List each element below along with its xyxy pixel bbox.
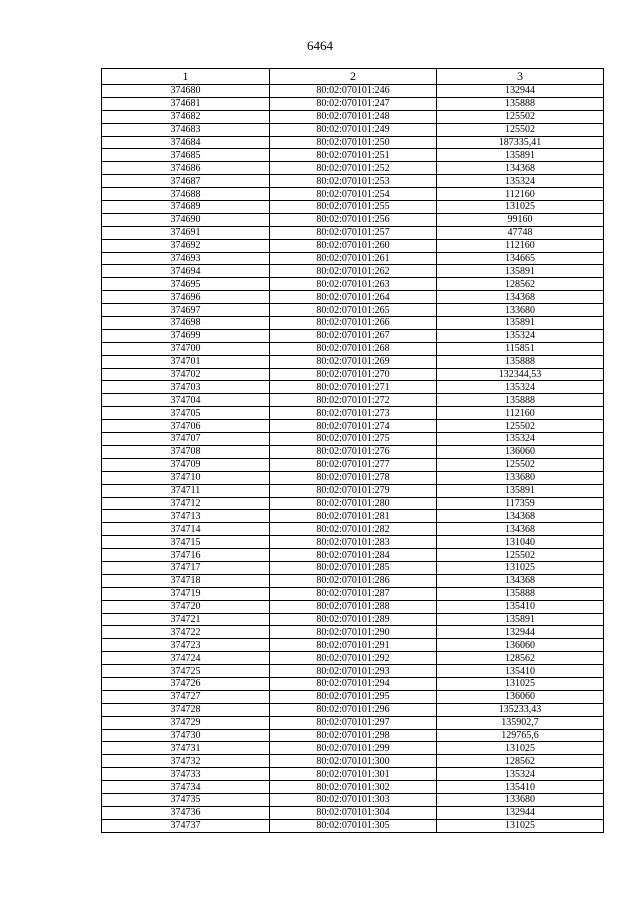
value-cell: 135233,43 <box>437 703 604 716</box>
cadastral-number-cell: 80:02:070101:296 <box>270 703 437 716</box>
table-row <box>102 317 604 330</box>
table-row <box>102 278 604 291</box>
row-number-cell: 374718 <box>102 574 270 587</box>
table-row <box>102 420 604 433</box>
cadastral-number-cell: 80:02:070101:303 <box>270 793 437 806</box>
cadastral-number-cell: 80:02:070101:297 <box>270 716 437 729</box>
cadastral-number-cell: 80:02:070101:273 <box>270 407 437 420</box>
row-number-cell: 374722 <box>102 626 270 639</box>
value-cell: 131040 <box>437 536 604 549</box>
value-cell: 125502 <box>437 549 604 562</box>
table-row <box>102 793 604 806</box>
row-number-cell: 374689 <box>102 201 270 214</box>
cadastral-number-cell: 80:02:070101:282 <box>270 523 437 536</box>
table-row <box>102 304 604 317</box>
value-cell: 112160 <box>437 188 604 201</box>
row-number-cell: 374729 <box>102 716 270 729</box>
row-number-cell: 374731 <box>102 742 270 755</box>
value-cell: 135324 <box>437 175 604 188</box>
table-row <box>102 355 604 368</box>
table-row <box>102 510 604 523</box>
table-row <box>102 136 604 149</box>
cadastral-number-cell: 80:02:070101:260 <box>270 239 437 252</box>
table-row <box>102 110 604 123</box>
table-row <box>102 497 604 510</box>
table-row <box>102 768 604 781</box>
row-number-cell: 374705 <box>102 407 270 420</box>
cadastral-number-cell: 80:02:070101:262 <box>270 265 437 278</box>
value-cell: 131025 <box>437 201 604 214</box>
table-row <box>102 652 604 665</box>
row-number-cell: 374711 <box>102 484 270 497</box>
cadastral-number-cell: 80:02:070101:301 <box>270 768 437 781</box>
cadastral-number-cell: 80:02:070101:263 <box>270 278 437 291</box>
cadastral-number-cell: 80:02:070101:261 <box>270 252 437 265</box>
cadastral-number-cell: 80:02:070101:264 <box>270 291 437 304</box>
row-number-cell: 374714 <box>102 523 270 536</box>
table-row <box>102 458 604 471</box>
value-cell: 47748 <box>437 226 604 239</box>
row-number-cell: 374684 <box>102 136 270 149</box>
cadastral-number-cell: 80:02:070101:291 <box>270 639 437 652</box>
cadastral-number-cell: 80:02:070101:289 <box>270 613 437 626</box>
value-cell: 132344,53 <box>437 368 604 381</box>
cadastral-number-cell: 80:02:070101:256 <box>270 213 437 226</box>
cadastral-number-cell: 80:02:070101:250 <box>270 136 437 149</box>
value-cell: 112160 <box>437 407 604 420</box>
table-row <box>102 600 604 613</box>
value-cell: 135410 <box>437 600 604 613</box>
table-row <box>102 613 604 626</box>
value-cell: 134368 <box>437 510 604 523</box>
table-row <box>102 407 604 420</box>
table-row <box>102 175 604 188</box>
value-cell: 125502 <box>437 420 604 433</box>
value-cell: 125502 <box>437 110 604 123</box>
cadastral-number-cell: 80:02:070101:253 <box>270 175 437 188</box>
value-cell: 135410 <box>437 665 604 678</box>
row-number-cell: 374730 <box>102 729 270 742</box>
cadastral-number-cell: 80:02:070101:305 <box>270 819 437 832</box>
table-row <box>102 587 604 600</box>
cadastral-number-cell: 80:02:070101:278 <box>270 471 437 484</box>
value-cell: 135888 <box>437 394 604 407</box>
row-number-cell: 374726 <box>102 677 270 690</box>
cadastral-number-cell: 80:02:070101:265 <box>270 304 437 317</box>
row-number-cell: 374734 <box>102 781 270 794</box>
table-row <box>102 239 604 252</box>
table-header <box>102 69 604 85</box>
value-cell: 135410 <box>437 781 604 794</box>
cadastral-number-cell: 80:02:070101:275 <box>270 433 437 446</box>
column-header-3: 3 <box>437 69 604 85</box>
row-number-cell: 374727 <box>102 690 270 703</box>
cadastral-number-cell: 80:02:070101:279 <box>270 484 437 497</box>
table-row <box>102 123 604 136</box>
row-number-cell: 374681 <box>102 97 270 110</box>
row-number-cell: 374725 <box>102 665 270 678</box>
value-cell: 135902,7 <box>437 716 604 729</box>
cadastral-number-cell: 80:02:070101:299 <box>270 742 437 755</box>
table-row <box>102 806 604 819</box>
data-table <box>101 68 604 833</box>
value-cell: 117359 <box>437 497 604 510</box>
table-row <box>102 536 604 549</box>
value-cell: 128562 <box>437 278 604 291</box>
table-row <box>102 162 604 175</box>
row-number-cell: 374735 <box>102 793 270 806</box>
table-row <box>102 149 604 162</box>
cadastral-number-cell: 80:02:070101:247 <box>270 97 437 110</box>
row-number-cell: 374700 <box>102 342 270 355</box>
row-number-cell: 374713 <box>102 510 270 523</box>
column-header-1: 1 <box>102 69 270 85</box>
table-row <box>102 445 604 458</box>
value-cell: 136060 <box>437 690 604 703</box>
header-row <box>102 69 604 85</box>
row-number-cell: 374683 <box>102 123 270 136</box>
table-row <box>102 561 604 574</box>
cadastral-number-cell: 80:02:070101:252 <box>270 162 437 175</box>
row-number-cell: 374694 <box>102 265 270 278</box>
row-number-cell: 374720 <box>102 600 270 613</box>
value-cell: 99160 <box>437 213 604 226</box>
table-row <box>102 252 604 265</box>
row-number-cell: 374696 <box>102 291 270 304</box>
value-cell: 134665 <box>437 252 604 265</box>
value-cell: 132944 <box>437 626 604 639</box>
value-cell: 129765,6 <box>437 729 604 742</box>
value-cell: 133680 <box>437 793 604 806</box>
cadastral-number-cell: 80:02:070101:288 <box>270 600 437 613</box>
row-number-cell: 374682 <box>102 110 270 123</box>
value-cell: 135888 <box>437 355 604 368</box>
value-cell: 132944 <box>437 806 604 819</box>
cadastral-number-cell: 80:02:070101:271 <box>270 381 437 394</box>
cadastral-number-cell: 80:02:070101:249 <box>270 123 437 136</box>
table-row <box>102 265 604 278</box>
table-row <box>102 639 604 652</box>
row-number-cell: 374690 <box>102 213 270 226</box>
row-number-cell: 374699 <box>102 329 270 342</box>
row-number-cell: 374685 <box>102 149 270 162</box>
cadastral-number-cell: 80:02:070101:287 <box>270 587 437 600</box>
table-row <box>102 677 604 690</box>
row-number-cell: 374703 <box>102 381 270 394</box>
row-number-cell: 374723 <box>102 639 270 652</box>
row-number-cell: 374695 <box>102 278 270 291</box>
cadastral-number-cell: 80:02:070101:286 <box>270 574 437 587</box>
table-row <box>102 729 604 742</box>
table-row <box>102 574 604 587</box>
value-cell: 135891 <box>437 149 604 162</box>
table-row <box>102 213 604 226</box>
row-number-cell: 374719 <box>102 587 270 600</box>
cadastral-number-cell: 80:02:070101:284 <box>270 549 437 562</box>
value-cell: 134368 <box>437 574 604 587</box>
table-row <box>102 201 604 214</box>
cadastral-number-cell: 80:02:070101:302 <box>270 781 437 794</box>
table-body <box>102 85 604 833</box>
table-row <box>102 755 604 768</box>
cadastral-number-cell: 80:02:070101:246 <box>270 85 437 98</box>
cadastral-number-cell: 80:02:070101:304 <box>270 806 437 819</box>
cadastral-number-cell: 80:02:070101:266 <box>270 317 437 330</box>
row-number-cell: 374688 <box>102 188 270 201</box>
row-number-cell: 374736 <box>102 806 270 819</box>
cadastral-number-cell: 80:02:070101:276 <box>270 445 437 458</box>
value-cell: 134368 <box>437 162 604 175</box>
cadastral-number-cell: 80:02:070101:295 <box>270 690 437 703</box>
row-number-cell: 374687 <box>102 175 270 188</box>
table-row <box>102 665 604 678</box>
column-header-2: 2 <box>270 69 437 85</box>
value-cell: 135888 <box>437 97 604 110</box>
row-number-cell: 374693 <box>102 252 270 265</box>
value-cell: 115851 <box>437 342 604 355</box>
value-cell: 135324 <box>437 329 604 342</box>
table-row <box>102 471 604 484</box>
cadastral-number-cell: 80:02:070101:267 <box>270 329 437 342</box>
value-cell: 135891 <box>437 613 604 626</box>
cadastral-number-cell: 80:02:070101:294 <box>270 677 437 690</box>
value-cell: 187335,41 <box>437 136 604 149</box>
table-row <box>102 484 604 497</box>
row-number-cell: 374706 <box>102 420 270 433</box>
row-number-cell: 374686 <box>102 162 270 175</box>
cadastral-number-cell: 80:02:070101:257 <box>270 226 437 239</box>
cadastral-number-cell: 80:02:070101:251 <box>270 149 437 162</box>
cadastral-number-cell: 80:02:070101:298 <box>270 729 437 742</box>
table-row <box>102 381 604 394</box>
table-row <box>102 819 604 832</box>
table-row <box>102 291 604 304</box>
table-row <box>102 781 604 794</box>
value-cell: 135888 <box>437 587 604 600</box>
cadastral-number-cell: 80:02:070101:283 <box>270 536 437 549</box>
table-row <box>102 523 604 536</box>
table-row <box>102 329 604 342</box>
cadastral-number-cell: 80:02:070101:255 <box>270 201 437 214</box>
value-cell: 136060 <box>437 639 604 652</box>
table-row <box>102 394 604 407</box>
value-cell: 135324 <box>437 381 604 394</box>
table-row <box>102 742 604 755</box>
cadastral-number-cell: 80:02:070101:274 <box>270 420 437 433</box>
row-number-cell: 374712 <box>102 497 270 510</box>
table-row <box>102 85 604 98</box>
table-row <box>102 716 604 729</box>
page-number: 6464 <box>307 38 333 53</box>
value-cell: 134368 <box>437 523 604 536</box>
cadastral-number-cell: 80:02:070101:280 <box>270 497 437 510</box>
value-cell: 128562 <box>437 755 604 768</box>
cadastral-number-cell: 80:02:070101:254 <box>270 188 437 201</box>
value-cell: 135891 <box>437 484 604 497</box>
cadastral-number-cell: 80:02:070101:293 <box>270 665 437 678</box>
value-cell: 133680 <box>437 471 604 484</box>
row-number-cell: 374717 <box>102 561 270 574</box>
cadastral-number-cell: 80:02:070101:290 <box>270 626 437 639</box>
cadastral-number-cell: 80:02:070101:300 <box>270 755 437 768</box>
value-cell: 135324 <box>437 433 604 446</box>
row-number-cell: 374692 <box>102 239 270 252</box>
value-cell: 128562 <box>437 652 604 665</box>
cadastral-number-cell: 80:02:070101:277 <box>270 458 437 471</box>
table-row <box>102 703 604 716</box>
value-cell: 135891 <box>437 265 604 278</box>
cadastral-number-cell: 80:02:070101:292 <box>270 652 437 665</box>
cadastral-number-cell: 80:02:070101:281 <box>270 510 437 523</box>
value-cell: 134368 <box>437 291 604 304</box>
table-row <box>102 368 604 381</box>
row-number-cell: 374702 <box>102 368 270 381</box>
value-cell: 131025 <box>437 561 604 574</box>
row-number-cell: 374715 <box>102 536 270 549</box>
cadastral-number-cell: 80:02:070101:268 <box>270 342 437 355</box>
value-cell: 135324 <box>437 768 604 781</box>
value-cell: 131025 <box>437 819 604 832</box>
table-row <box>102 188 604 201</box>
row-number-cell: 374709 <box>102 458 270 471</box>
row-number-cell: 374721 <box>102 613 270 626</box>
table-row <box>102 549 604 562</box>
row-number-cell: 374697 <box>102 304 270 317</box>
value-cell: 132944 <box>437 85 604 98</box>
value-cell: 131025 <box>437 677 604 690</box>
value-cell: 112160 <box>437 239 604 252</box>
row-number-cell: 374701 <box>102 355 270 368</box>
cadastral-number-cell: 80:02:070101:270 <box>270 368 437 381</box>
row-number-cell: 374732 <box>102 755 270 768</box>
table-row <box>102 97 604 110</box>
value-cell: 125502 <box>437 123 604 136</box>
table-row <box>102 690 604 703</box>
table-row <box>102 342 604 355</box>
row-number-cell: 374716 <box>102 549 270 562</box>
value-cell: 135891 <box>437 317 604 330</box>
cadastral-number-cell: 80:02:070101:272 <box>270 394 437 407</box>
value-cell: 133680 <box>437 304 604 317</box>
row-number-cell: 374704 <box>102 394 270 407</box>
row-number-cell: 374724 <box>102 652 270 665</box>
table-row <box>102 433 604 446</box>
cadastral-number-cell: 80:02:070101:285 <box>270 561 437 574</box>
row-number-cell: 374691 <box>102 226 270 239</box>
row-number-cell: 374733 <box>102 768 270 781</box>
value-cell: 136060 <box>437 445 604 458</box>
cadastral-number-cell: 80:02:070101:248 <box>270 110 437 123</box>
row-number-cell: 374737 <box>102 819 270 832</box>
row-number-cell: 374707 <box>102 433 270 446</box>
table-row <box>102 226 604 239</box>
row-number-cell: 374710 <box>102 471 270 484</box>
cadastral-number-cell: 80:02:070101:269 <box>270 355 437 368</box>
value-cell: 131025 <box>437 742 604 755</box>
table-row <box>102 626 604 639</box>
row-number-cell: 374680 <box>102 85 270 98</box>
row-number-cell: 374708 <box>102 445 270 458</box>
value-cell: 125502 <box>437 458 604 471</box>
row-number-cell: 374728 <box>102 703 270 716</box>
row-number-cell: 374698 <box>102 317 270 330</box>
